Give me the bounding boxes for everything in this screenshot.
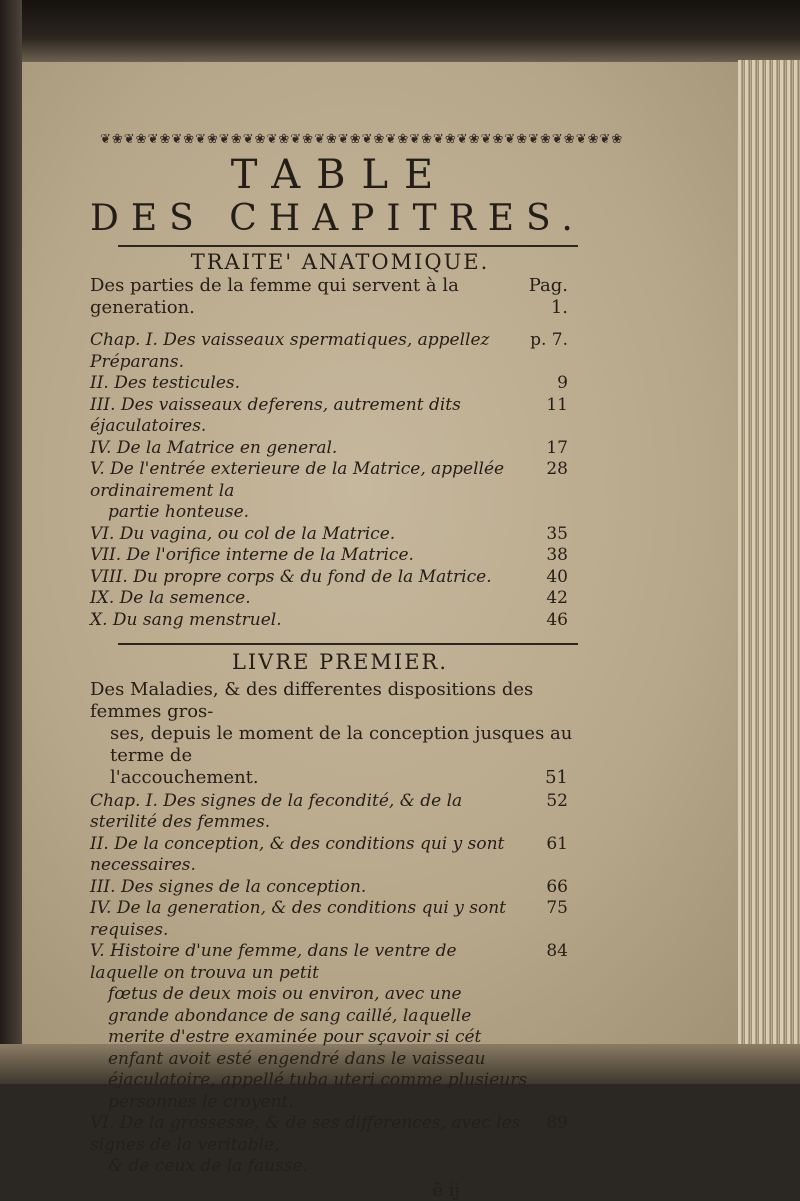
toc-entry[interactable] (90, 373, 580, 395)
toc-entry[interactable] (90, 588, 580, 610)
entry-text-line: V. Histoire d'une femme, dans le ventre de laquelle on trouva un petit (90, 941, 457, 983)
entry-text: II. Des testicules. (90, 373, 241, 393)
scan-top-shadow (0, 0, 800, 62)
toc-entry[interactable] (90, 610, 580, 632)
section-description-text: Des parties de la femme qui servent à la generation. (90, 275, 459, 318)
entries-section2 (90, 791, 580, 1178)
toc-entry[interactable] (90, 898, 580, 941)
toc-entry[interactable] (90, 1113, 580, 1178)
section-description-page: Pag. 1. (528, 275, 568, 318)
page-title: TABLE (230, 152, 450, 198)
toc-entry[interactable] (90, 791, 580, 834)
entry-page: 84 (546, 941, 568, 961)
entry-text (90, 941, 528, 1113)
entry-page: p. 7. (530, 330, 568, 350)
entry-page: 11 (546, 394, 568, 415)
decorative-ornament-band: ❦❀❦❀❦❀❦❀❦❀❦❀❦❀❦❀❦❀❦❀❦❀❦❀❦❀❦❀❦❀❦❀❦❀❦❀❦❀❦❀❦❀❦❀ (100, 132, 624, 147)
entry-text: III. Des signes de la conception. (90, 876, 367, 897)
entry-page: 89 (546, 1113, 568, 1133)
section2-description (90, 679, 580, 789)
scan-left-shadow (0, 0, 22, 1084)
entry-text-line: V. De l'entrée exterieure de la Matrice, appellée ordinairement la (90, 459, 505, 501)
section2-desc-line: ses, depuis le moment de la conception jusques au terme de (110, 723, 573, 766)
entries-section1 (90, 330, 580, 631)
toc-entry[interactable] (90, 567, 580, 589)
section-description (90, 275, 580, 318)
entry-text: II. De la conception, & des conditions qui y sont necessaires. (90, 833, 505, 875)
page-subtitle: DES CHAPITRES. (90, 198, 585, 239)
entry-text: VI. Du vagina, ou col de la Matrice. (90, 523, 396, 544)
section2-desc-last (90, 767, 580, 789)
divider-rule (118, 643, 578, 645)
toc-entry[interactable] (90, 438, 580, 460)
section-title-traite: TRAITE' ANATOMIQUE. (190, 250, 490, 274)
toc-entry[interactable] (90, 330, 580, 373)
entry-text-continuation: fœtus de deux mois ou environ, avec une grande abondance de sang caillé, laquelle merite d'estre examinée pour sçavoir si cét enfant avoit esté engendré dans le vaisseau éjaculatoire, appellé tuba uteri comme plusieurs personnes le croyent. (108, 984, 528, 1112)
toc-entry[interactable] (90, 395, 580, 438)
catchword-signature: ẽ ij (432, 1179, 460, 1201)
entry-text: VIII. Du propre corps & du fond de la Matrice. (90, 566, 492, 587)
entry-text: Chap. I. Des vaisseaux spermatiques, appellez Préparans. (90, 330, 490, 372)
book-page-edges (738, 60, 800, 1050)
toc-entry[interactable] (90, 545, 580, 567)
entry-text: IX. De la semence. (90, 588, 251, 608)
entry-page: 28 (546, 459, 568, 479)
entry-text: IV. De la generation, & des conditions qui y sont requises. (90, 898, 507, 940)
entry-page: 35 (546, 523, 568, 544)
entry-text: X. Du sang menstruel. (90, 609, 282, 630)
section2-desc-line: l'accouchement. (110, 767, 259, 788)
toc-entry[interactable] (90, 459, 580, 524)
entry-text (90, 459, 528, 524)
entry-text: Chap. I. Des signes de la fecondité, & de la sterilité des femmes. (90, 790, 463, 832)
section2-desc-line: Des Maladies, & des differentes dispositions des femmes gros- (90, 679, 534, 722)
entry-page: 46 (546, 609, 568, 630)
table-of-contents (90, 132, 624, 1201)
toc-entry[interactable] (90, 834, 580, 877)
divider-rule (118, 245, 578, 247)
entry-page: 17 (546, 437, 568, 458)
toc-entry[interactable] (90, 524, 580, 546)
section2-desc-page: 51 (545, 767, 568, 788)
entry-text-continuation: partie honteuse. (108, 502, 250, 522)
toc-entry[interactable] (90, 877, 580, 899)
entry-page: 75 (546, 898, 568, 918)
entry-page: 42 (546, 588, 568, 608)
entry-page: 9 (557, 373, 568, 393)
entry-text: III. Des vaisseaux deferens, autrement dits éjaculatoires. (90, 394, 461, 436)
entry-page: 38 (546, 545, 568, 565)
entry-text: VII. De l'orifice interne de la Matrice. (90, 545, 414, 565)
entry-page: 61 (546, 833, 568, 854)
entry-text: IV. De la Matrice en general. (90, 437, 338, 458)
entry-page: 66 (546, 876, 568, 897)
entry-text-line: VI. De la grossesse, & de ses differences, avec les signes de la veritable, (90, 1113, 521, 1155)
entry-text (90, 1113, 528, 1178)
entry-page: 40 (546, 566, 568, 587)
section-title-livre: LIVRE PREMIER. (231, 650, 449, 674)
entry-text-continuation: & de ceux de la fausse. (108, 1156, 309, 1176)
toc-entry[interactable] (90, 941, 580, 1113)
entry-page: 52 (546, 790, 568, 811)
